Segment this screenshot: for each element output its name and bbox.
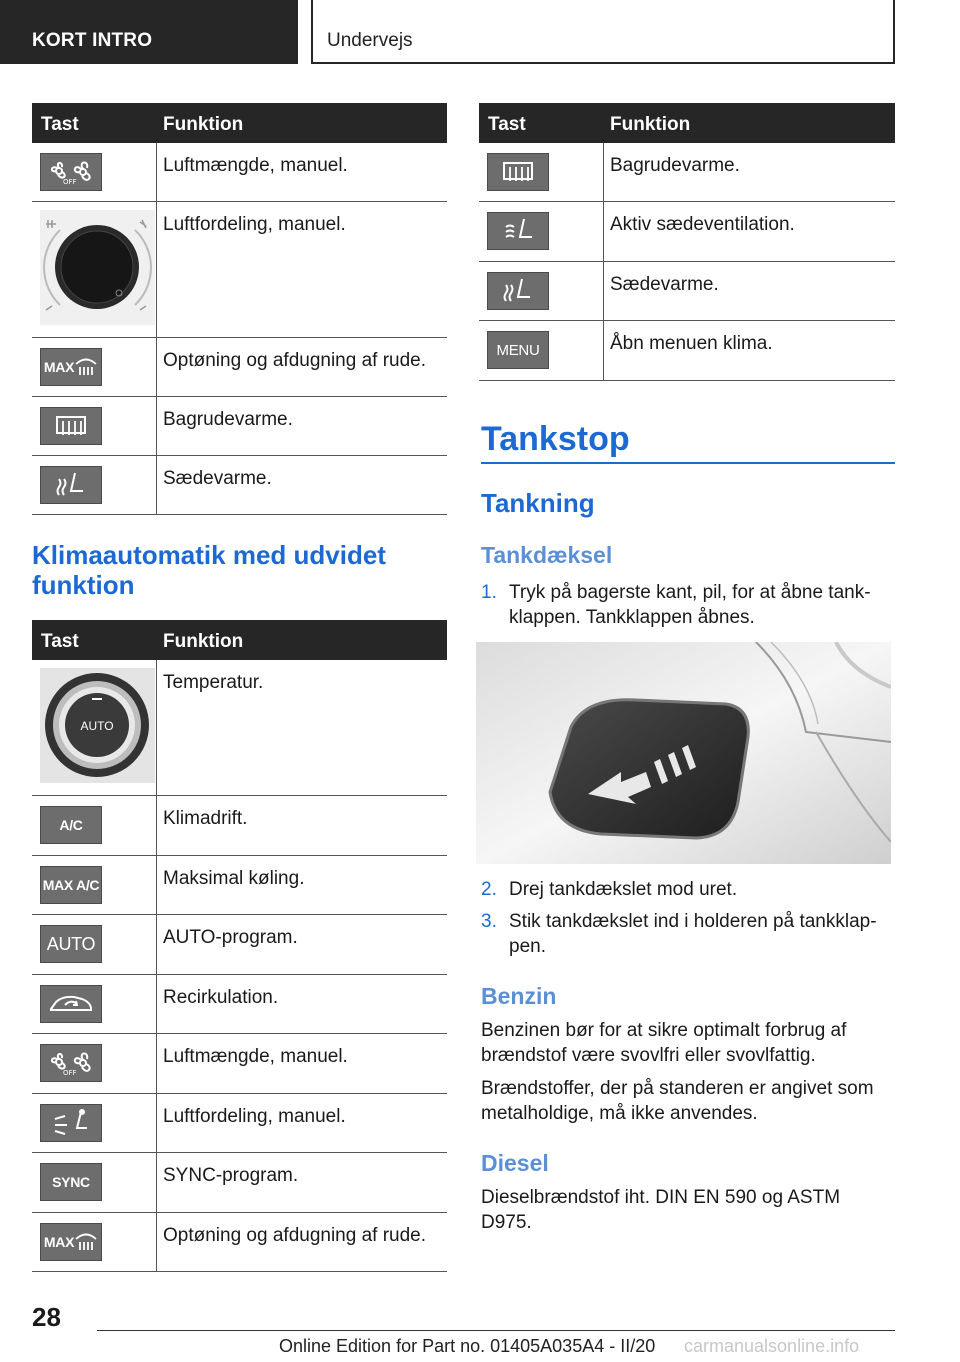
key-label: MAX (43, 1234, 75, 1250)
air-distribution-icon (40, 1104, 102, 1142)
table-row (32, 1213, 447, 1272)
paragraph: Brændstoffer, der på standeren er angivet som metalholdige, må ikke anvendes. (481, 1078, 874, 1124)
col-key-header: Tast (41, 631, 79, 652)
key-label: MENU (496, 341, 540, 359)
col-key-header: Tast (488, 114, 526, 135)
auto-icon (40, 925, 102, 963)
rear-defrost-icon (487, 153, 549, 191)
max-defrost-icon (40, 1223, 102, 1261)
table-row (32, 456, 447, 515)
edition-text: Online Edition for Part no. 01405A035A4 - II/20 (279, 1336, 656, 1356)
step-text: Tryk på bagerste kant, pil, for at åbne tank- (509, 582, 871, 603)
subsubsection-heading: Benzin (481, 983, 557, 1009)
step-text: pen. (509, 936, 546, 957)
ac-icon (40, 806, 102, 844)
section-tab (0, 0, 298, 64)
function-text: Klimadrift. (163, 808, 248, 829)
function-text: Temperatur. (163, 672, 264, 693)
table-row (32, 338, 447, 397)
function-text: Sædevarme. (163, 468, 272, 489)
function-text: Optøning og afdugning af rude. (163, 350, 427, 371)
table-row (32, 1094, 447, 1153)
section-heading: Tankstop (481, 420, 630, 458)
col-function-header: Funktion (163, 114, 244, 135)
knob-label: AUTO (80, 719, 114, 733)
footer-rule (97, 1330, 895, 1331)
table-row (32, 975, 447, 1034)
key-label: AUTO (46, 933, 96, 954)
max-defrost-icon (40, 348, 102, 386)
function-text: AUTO-program. (163, 927, 298, 948)
fan-speed-icon (40, 1044, 102, 1082)
function-text: Maksimal køling. (163, 868, 305, 889)
section-title: KORT INTRO (32, 30, 153, 51)
key-label: MAX (43, 359, 75, 375)
subsection-heading: Tankning (481, 488, 595, 518)
subsubsection-heading: Tankdæksel (481, 542, 613, 568)
function-text: Sædevarme. (610, 274, 719, 295)
function-text: Luftmængde, manuel. (163, 155, 348, 176)
table-row (32, 397, 447, 456)
heading-rule (481, 462, 895, 464)
table-row (479, 143, 895, 202)
function-text: SYNC-program. (163, 1165, 299, 1186)
fan-speed-icon (40, 153, 102, 191)
step-text: Stik tankdækslet ind i holderen på tankklap- (509, 911, 877, 932)
temperature-knob (40, 668, 155, 783)
page-number: 28 (32, 1302, 61, 1332)
paragraph: Benzinen bør for at sikre optimalt forbrug af brændstof være svovlfri eller svovlfattig. (481, 1020, 847, 1066)
watermark-text: carmanualsonline.info (684, 1336, 860, 1356)
col-key-header: Tast (41, 114, 79, 135)
function-text: Optøning og afdugning af rude. (163, 1225, 427, 1246)
seat-heating-icon (487, 272, 549, 310)
step-text: Drej tankdækslet mod uret. (509, 879, 738, 900)
table-row (32, 915, 447, 975)
table-row (32, 796, 447, 856)
paragraph: Dieselbrændstof iht. DIN EN 590 og ASTM D975. (481, 1187, 841, 1233)
function-text: Bagrudevarme. (610, 155, 740, 176)
step-number: 1. (481, 582, 497, 603)
table-row (32, 202, 447, 338)
seat-heating-icon (40, 466, 102, 504)
step-text: klappen. Tankklappen åbnes. (509, 607, 755, 628)
table-header (479, 103, 895, 143)
chapter-tab (311, 0, 895, 64)
table-row (479, 321, 895, 381)
sync-icon (40, 1163, 102, 1201)
recirculation-icon (40, 985, 102, 1023)
subsubsection-heading: Diesel (481, 1150, 549, 1176)
table-row (32, 660, 447, 796)
function-text: Luftmængde, manuel. (163, 1046, 348, 1067)
table-row (32, 1034, 447, 1094)
function-text: Luftfordeling, manuel. (163, 1106, 346, 1127)
seat-ventilation-icon (487, 212, 549, 250)
climate-table-2 (32, 620, 447, 1272)
air-distribution-knob (40, 210, 155, 325)
table-row (32, 856, 447, 915)
key-label: MAX A/C (42, 877, 100, 893)
col-function-header: Funktion (610, 114, 691, 135)
key-label: SYNC (52, 1174, 90, 1190)
function-text: Åbn menuen klima. (610, 333, 773, 354)
table-row (479, 262, 895, 321)
function-text: Luftfordeling, manuel. (163, 214, 346, 235)
max-ac-icon (40, 866, 102, 904)
function-text: Recirkulation. (163, 987, 279, 1008)
climate-table-3 (479, 103, 895, 381)
chapter-title: Undervejs (327, 30, 413, 51)
svg-text:OFF: OFF (63, 1069, 77, 1076)
table-row (479, 202, 895, 262)
section-heading: Klimaautomatik med udvidet funktion (32, 540, 386, 600)
table-row (32, 1153, 447, 1213)
function-text: Aktiv sædeventilation. (610, 214, 795, 235)
climate-table-1 (32, 103, 447, 515)
step-number: 3. (481, 911, 497, 932)
key-label: A/C (59, 817, 83, 833)
table-header (32, 620, 447, 660)
function-text: Bagrudevarme. (163, 409, 293, 430)
rear-defrost-icon (40, 407, 102, 445)
table-header (32, 103, 447, 143)
table-row (32, 143, 447, 202)
fuel-flap-photo (476, 642, 891, 864)
col-function-header: Funktion (163, 631, 244, 652)
step-number: 2. (481, 879, 497, 900)
svg-text:OFF: OFF (63, 178, 77, 185)
menu-icon (487, 331, 549, 369)
